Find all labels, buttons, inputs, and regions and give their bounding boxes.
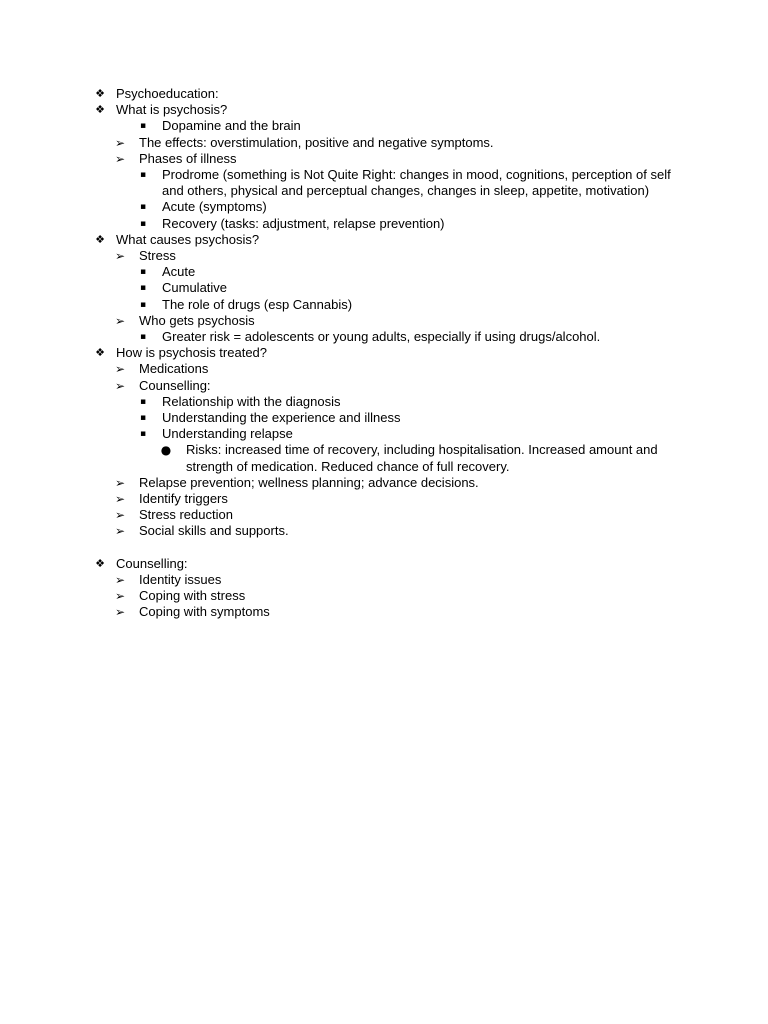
list-item <box>0 248 768 264</box>
bullet-list <box>0 86 768 621</box>
diamond-bullet-icon: ❖ <box>95 87 105 100</box>
list-item-text: Relationship with the diagnosis <box>162 393 341 409</box>
list-item-text: Greater risk = adolescents or young adults, especially if using drugs/alcohol. <box>162 329 601 345</box>
square-bullet-icon: ▪ <box>139 429 147 440</box>
list-item-text: Cumulative <box>162 280 228 296</box>
list-item-text: Stress <box>139 248 176 264</box>
list-item-text: Stress reduction <box>139 507 233 523</box>
square-bullet-icon: ▪ <box>139 332 147 343</box>
arrow-bullet-icon: ➢ <box>114 313 126 328</box>
list-item-text: Acute (symptoms) <box>162 199 267 215</box>
list-item <box>0 264 768 280</box>
list-item-text: Recovery (tasks: adjustment, relapse prevention) <box>162 215 445 231</box>
list-item-text: Psychoeducation: <box>116 86 219 101</box>
list-item-text: Counselling: <box>116 555 188 571</box>
list-item-text: Coping with stress <box>139 588 246 604</box>
arrow-bullet-icon: ➢ <box>114 475 126 490</box>
list-item <box>0 102 768 118</box>
list-item-text: Counselling: <box>139 377 211 393</box>
square-bullet-icon: ▪ <box>139 218 147 229</box>
list-item <box>0 329 768 345</box>
list-item <box>0 410 768 426</box>
list-item-text: What causes psychosis? <box>116 231 260 247</box>
list-item-text: Understanding relapse <box>162 426 293 442</box>
list-item <box>0 118 768 134</box>
list-item <box>0 86 768 102</box>
arrow-bullet-icon: ➢ <box>114 508 126 523</box>
square-bullet-icon: ▪ <box>139 413 147 424</box>
list-item <box>0 604 768 620</box>
list-item <box>0 345 768 361</box>
diamond-bullet-icon: ❖ <box>95 556 105 570</box>
list-item-text: Acute <box>162 264 196 280</box>
list-item <box>0 199 768 215</box>
diamond-bullet-icon: ❖ <box>95 232 105 246</box>
list-item <box>0 523 768 539</box>
arrow-bullet-icon: ➢ <box>114 362 126 377</box>
list-item-text: Identity issues <box>139 572 222 588</box>
list-item <box>0 507 768 523</box>
list-item <box>0 442 768 474</box>
square-bullet-icon: ▪ <box>139 202 147 213</box>
list-item-text: Phases of illness <box>139 150 237 166</box>
list-item-text: Who gets psychosis <box>139 312 255 328</box>
list-item-text: How is psychosis treated? <box>116 345 268 361</box>
list-item <box>0 588 768 604</box>
list-item-text: Risks: increased time of recovery, including hospitalisation. Increased amount and strength of medication. Reduced chance of full recovery. <box>186 442 658 474</box>
list-item <box>0 378 768 394</box>
arrow-bullet-icon: ➢ <box>114 378 126 393</box>
square-bullet-icon: ▪ <box>139 283 147 294</box>
arrow-bullet-icon: ➢ <box>114 151 126 166</box>
list-item <box>0 394 768 410</box>
arrow-bullet-icon: ➢ <box>114 524 126 539</box>
square-bullet-icon: ▪ <box>139 121 147 132</box>
list-item-text: The role of drugs (esp Cannabis) <box>162 296 353 312</box>
square-bullet-icon: ▪ <box>139 170 147 181</box>
list-item <box>0 426 768 442</box>
list-item-text: Dopamine and the brain <box>162 118 301 134</box>
arrow-bullet-icon: ➢ <box>114 249 126 264</box>
list-item-text: Identify triggers <box>139 491 228 507</box>
list-item <box>0 151 768 167</box>
arrow-bullet-icon: ➢ <box>114 135 126 150</box>
blank-line <box>0 540 768 556</box>
square-bullet-icon: ▪ <box>139 267 147 278</box>
list-item-text: Relapse prevention; wellness planning; advance decisions. <box>139 474 479 490</box>
list-item <box>0 475 768 491</box>
arrow-bullet-icon: ➢ <box>114 492 126 507</box>
square-bullet-icon: ▪ <box>139 299 147 310</box>
list-item <box>0 280 768 296</box>
list-item <box>0 297 768 313</box>
list-item-text: Medications <box>139 361 209 377</box>
list-item-text: Social skills and supports. <box>139 523 289 539</box>
list-item-text: Understanding the experience and illness <box>162 410 401 426</box>
list-item-text: The effects: overstimulation, positive and negative symptoms. <box>139 134 494 150</box>
list-item <box>0 491 768 507</box>
list-item-text: What is psychosis? <box>116 102 228 118</box>
list-item-text: Prodrome (something is Not Quite Right: changes in mood, cognitions, perception of self and others, physical and perceptual changes, changes in sleep, appetite, motivation) <box>162 167 671 199</box>
arrow-bullet-icon: ➢ <box>114 573 126 588</box>
diamond-bullet-icon: ❖ <box>95 103 105 117</box>
list-item <box>0 361 768 377</box>
diamond-bullet-icon: ❖ <box>95 346 105 360</box>
list-item <box>0 572 768 588</box>
list-item <box>0 135 768 151</box>
list-item <box>0 232 768 248</box>
dot-bullet-icon: ● <box>160 443 172 458</box>
arrow-bullet-icon: ➢ <box>114 605 126 620</box>
list-item <box>0 556 768 572</box>
list-item-text: Coping with symptoms <box>139 604 270 620</box>
list-item <box>0 313 768 329</box>
list-item <box>0 216 768 232</box>
list-item <box>0 167 768 199</box>
arrow-bullet-icon: ➢ <box>114 589 126 604</box>
square-bullet-icon: ▪ <box>139 396 147 407</box>
